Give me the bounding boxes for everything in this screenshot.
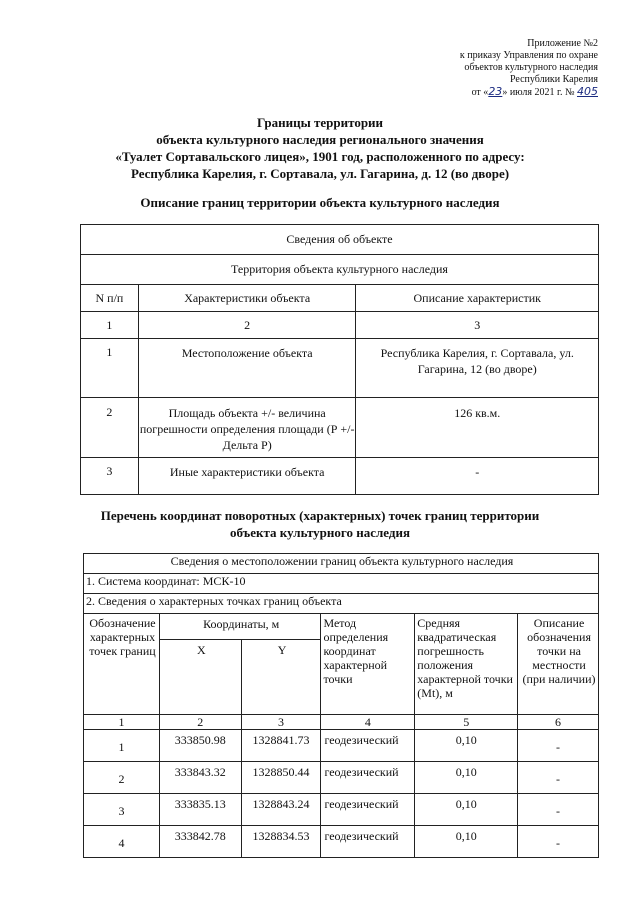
point-desc: - (518, 730, 599, 762)
section2-title-line: объекта культурного наследия (230, 525, 410, 540)
section2-title-line: Перечень координат поворотных (характерных) точек границ территории (100, 508, 540, 523)
point-error: 0,10 (415, 762, 518, 794)
row-characteristic: Иные характеристики объекта (138, 458, 356, 495)
point-number: 3 (84, 794, 160, 826)
table-row (81, 398, 599, 458)
row-index: 2 (81, 398, 139, 458)
location-info-header: Сведения о местоположении границ объекта культурного наследия (84, 554, 599, 574)
document-title (100, 114, 540, 182)
row-index: 3 (81, 458, 139, 495)
section1-title: Описание границ территории объекта культурного наследия (140, 195, 500, 210)
appendix-line: Приложение №2 (527, 38, 598, 49)
point-error: 0,10 (415, 730, 518, 762)
order-date-line (338, 86, 598, 99)
point-x: 333850.98 (159, 730, 241, 762)
territory-header: Территория объекта культурного наследия (81, 255, 599, 285)
point-desc: - (518, 762, 599, 794)
title-line: Республика Карелия, г. Сортавала, ул. Гагарина, д. 12 (во дворе) (130, 166, 510, 181)
point-desc: - (518, 826, 599, 858)
point-method: геодезический (321, 794, 415, 826)
table-row (84, 826, 599, 858)
table-row (84, 794, 599, 826)
col-header-y: Y (241, 640, 321, 715)
object-info-table (80, 224, 599, 495)
row-description: Республика Карелия, г. Сортавала, ул. Гагарина, 12 (во дворе) (356, 339, 599, 398)
col-header-method: Метод определения координат характерной точки (321, 614, 415, 715)
col-number: 2 (159, 715, 241, 730)
col-number: 2 (138, 312, 356, 339)
row-characteristic: Местоположение объекта (138, 339, 356, 398)
col-header-coords: Координаты, м (159, 614, 321, 640)
row-description: - (356, 458, 599, 495)
col-header-description: Описание характеристик (356, 285, 599, 312)
point-method: геодезический (321, 762, 415, 794)
point-y: 1328850.44 (241, 762, 321, 794)
table-row (81, 458, 599, 495)
col-header-designation: Обозначение характерных точек границ (84, 614, 160, 715)
table-row (81, 339, 599, 398)
point-x: 333835.13 (159, 794, 241, 826)
coord-system-row: 1. Система координат: МСК-10 (84, 574, 599, 594)
title-line: Границы территории (256, 115, 384, 130)
row-characteristic: Площадь объекта +/- величина погрешности определения площади (Р +/- Дельта Р) (138, 398, 356, 458)
col-number: 4 (321, 715, 415, 730)
date-mid: » июля 2021 г. № (502, 87, 577, 98)
col-number: 5 (415, 715, 518, 730)
col-header-x: X (159, 640, 241, 715)
point-y: 1328841.73 (241, 730, 321, 762)
appendix-note (338, 38, 598, 99)
point-y: 1328834.53 (241, 826, 321, 858)
row-description: 126 кв.м. (356, 398, 599, 458)
title-line: объекта культурного наследия регионального значения (156, 132, 484, 147)
table-row (84, 762, 599, 794)
appendix-line: объектов культурного наследия (464, 62, 598, 73)
point-desc: - (518, 794, 599, 826)
point-number: 4 (84, 826, 160, 858)
col-header-description: Описание обозначения точки на местности (при наличии) (518, 614, 599, 715)
col-number: 6 (518, 715, 599, 730)
point-error: 0,10 (415, 794, 518, 826)
order-number: 405 (577, 85, 598, 98)
col-number: 3 (356, 312, 599, 339)
point-error: 0,10 (415, 826, 518, 858)
col-number: 3 (241, 715, 321, 730)
coordinates-table (83, 553, 599, 858)
point-x: 333843.32 (159, 762, 241, 794)
date-day: 23 (488, 85, 503, 98)
point-method: геодезический (321, 826, 415, 858)
title-line: «Туалет Сортавальского лицея», 1901 год, расположенного по адресу: (115, 149, 525, 164)
appendix-line: к приказу Управления по охране (459, 50, 598, 61)
point-method: геодезический (321, 730, 415, 762)
table-row (84, 730, 599, 762)
col-number: 1 (81, 312, 139, 339)
point-number: 1 (84, 730, 160, 762)
point-number: 2 (84, 762, 160, 794)
col-header-characteristic: Характеристики объекта (138, 285, 356, 312)
point-x: 333842.78 (159, 826, 241, 858)
appendix-line: Республики Карелия (509, 74, 598, 85)
date-prefix: от « (471, 87, 489, 98)
object-info-header: Сведения об объекте (81, 225, 599, 255)
point-y: 1328843.24 (241, 794, 321, 826)
col-number: 1 (84, 715, 160, 730)
row-index: 1 (81, 339, 139, 398)
section2-title (80, 507, 560, 541)
points-info-row: 2. Сведения о характерных точках границ объекта (84, 594, 599, 614)
col-header-number: N п/п (81, 285, 139, 312)
col-header-error: Средняя квадратическая погрешность положения характерной точки (Mt), м (415, 614, 518, 715)
